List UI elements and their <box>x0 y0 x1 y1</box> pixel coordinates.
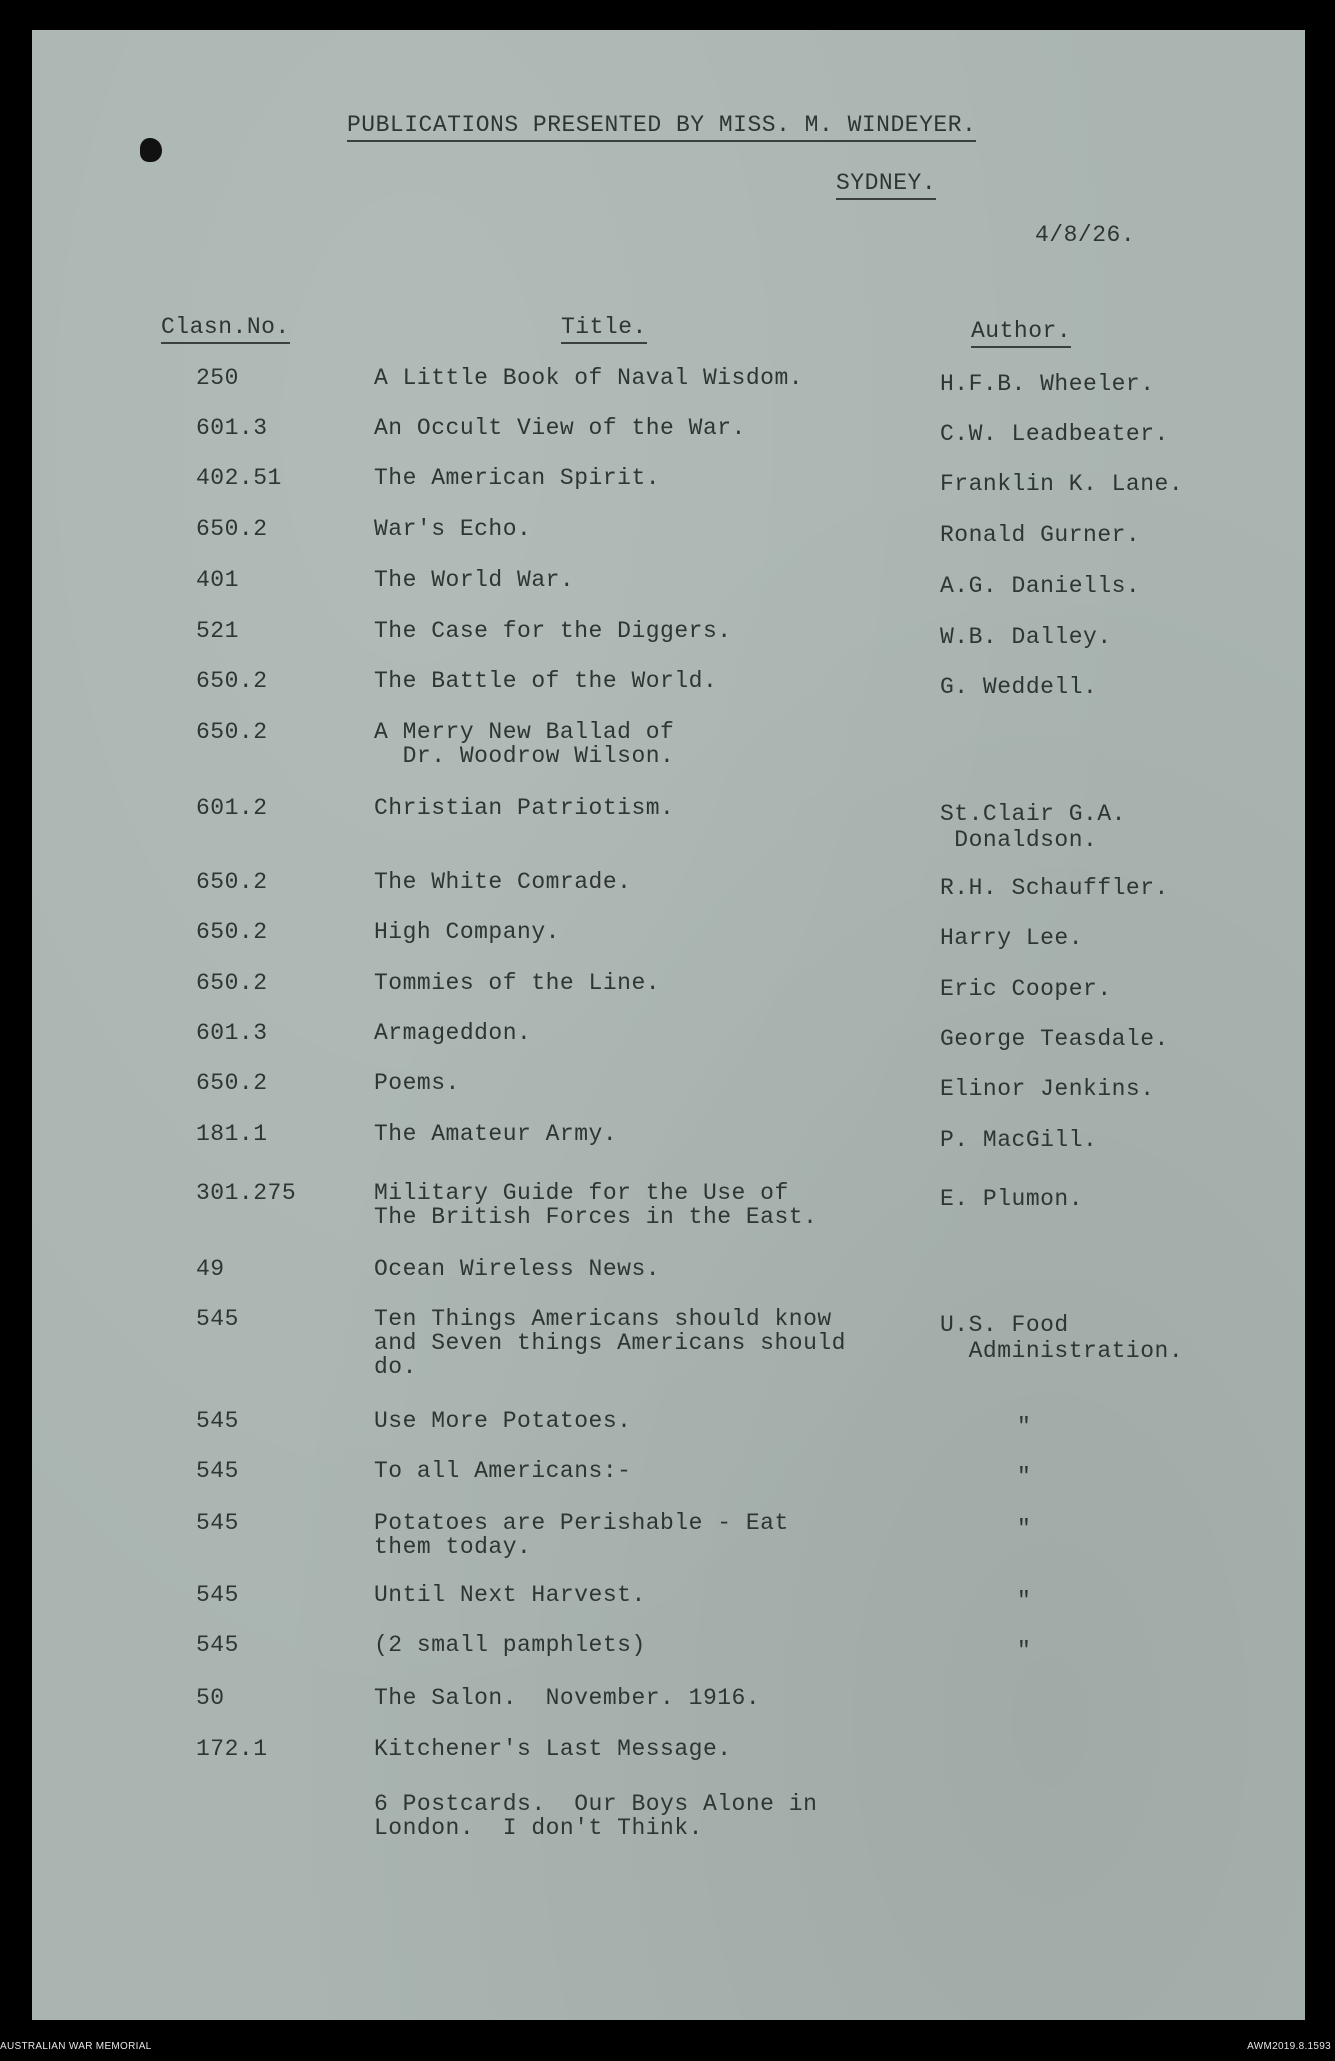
row-title: The Salon. November. 1916. <box>374 1685 761 1711</box>
row-title: Armageddon. <box>374 1020 532 1046</box>
row-class-no: 545 <box>196 1510 239 1536</box>
row-title: do. <box>374 1354 417 1380</box>
row-title: The World War. <box>374 567 575 593</box>
row-title: The Amateur Army. <box>374 1121 618 1147</box>
document-date: 4/8/26. <box>1035 222 1136 248</box>
row-title: The White Comrade. <box>374 869 632 895</box>
row-author: A.G. Daniells. <box>940 573 1141 599</box>
row-author-ditto: " <box>1017 1588 1032 1614</box>
document-place: SYDNEY. <box>836 170 936 200</box>
row-class-no: 49 <box>196 1256 225 1282</box>
row-class-no: 650.2 <box>196 516 268 542</box>
row-class-no: 650.2 <box>196 1070 268 1096</box>
row-author-ditto: " <box>1017 1516 1032 1542</box>
row-author-ditto: " <box>1017 1464 1032 1490</box>
row-class-no: 650.2 <box>196 919 268 945</box>
row-class-no: 401 <box>196 567 239 593</box>
row-title: To all Americans:- <box>374 1458 632 1484</box>
row-title: A Little Book of Naval Wisdom. <box>374 365 804 391</box>
row-author: G. Weddell. <box>940 674 1098 700</box>
row-class-no: 301.275 <box>196 1180 297 1206</box>
row-author: P. MacGill. <box>940 1127 1098 1153</box>
row-author: George Teasdale. <box>940 1026 1169 1052</box>
row-class-no: 521 <box>196 618 239 644</box>
document-title: PUBLICATIONS PRESENTED BY MISS. M. WINDEYER. <box>347 112 976 142</box>
row-title: The British Forces in the East. <box>374 1204 818 1230</box>
document-page <box>32 30 1305 2020</box>
row-class-no: 545 <box>196 1632 239 1658</box>
row-author: H.F.B. Wheeler. <box>940 371 1155 397</box>
row-title: Kitchener's Last Message. <box>374 1736 732 1762</box>
row-title: Potatoes are Perishable - Eat <box>374 1510 789 1536</box>
row-class-no: 545 <box>196 1408 239 1434</box>
row-title: Military Guide for the Use of <box>374 1180 789 1206</box>
row-title: High Company. <box>374 919 560 945</box>
row-author: Franklin K. Lane. <box>940 471 1184 497</box>
row-title: The Battle of the World. <box>374 668 718 694</box>
row-title: Ocean Wireless News. <box>374 1256 661 1282</box>
punch-hole <box>140 138 162 162</box>
row-title: London. I don't Think. <box>374 1815 703 1841</box>
row-author: Eric Cooper. <box>940 976 1112 1002</box>
row-class-no: 181.1 <box>196 1121 268 1147</box>
row-title: and Seven things Americans should <box>374 1330 846 1356</box>
footer-institution: AUSTRALIAN WAR MEMORIAL <box>0 2041 152 2052</box>
row-title: (2 small pamphlets) <box>374 1632 646 1658</box>
row-class-no: 172.1 <box>196 1736 268 1762</box>
row-author: Harry Lee. <box>940 925 1084 951</box>
row-class-no: 650.2 <box>196 970 268 996</box>
row-author: Elinor Jenkins. <box>940 1076 1155 1102</box>
row-class-no: 650.2 <box>196 869 268 895</box>
column-header-author: Author. <box>971 318 1071 348</box>
row-class-no: 50 <box>196 1685 225 1711</box>
column-header-title: Title. <box>561 314 647 344</box>
row-author: C.W. Leadbeater. <box>940 421 1169 447</box>
row-title: Poems. <box>374 1070 460 1096</box>
row-title: Ten Things Americans should know <box>374 1306 832 1332</box>
row-title: An Occult View of the War. <box>374 415 746 441</box>
row-class-no: 601.2 <box>196 795 268 821</box>
row-author: St.Clair G.A. <box>940 801 1126 827</box>
row-title: The Case for the Diggers. <box>374 618 732 644</box>
footer-accession-number: AWM2019.8.1593 <box>1247 2041 1331 2052</box>
row-class-no: 545 <box>196 1458 239 1484</box>
row-class-no: 601.3 <box>196 415 268 441</box>
row-author: W.B. Dalley. <box>940 624 1112 650</box>
row-class-no: 402.51 <box>196 465 282 491</box>
row-title: Use More Potatoes. <box>374 1408 632 1434</box>
row-title: Christian Patriotism. <box>374 795 675 821</box>
row-author-ditto: " <box>1017 1638 1032 1664</box>
row-title: A Merry New Ballad of <box>374 719 675 745</box>
row-title: War's Echo. <box>374 516 532 542</box>
row-author: E. Plumon. <box>940 1186 1084 1212</box>
column-header-class-no: Clasn.No. <box>161 314 290 344</box>
row-author: Donaldson. <box>940 827 1098 853</box>
row-class-no: 601.3 <box>196 1020 268 1046</box>
row-author: Ronald Gurner. <box>940 522 1141 548</box>
row-class-no: 650.2 <box>196 668 268 694</box>
row-class-no: 650.2 <box>196 719 268 745</box>
row-class-no: 545 <box>196 1306 239 1332</box>
row-author: U.S. Food <box>940 1312 1069 1338</box>
row-title: Dr. Woodrow Wilson. <box>374 743 675 769</box>
row-title: The American Spirit. <box>374 465 661 491</box>
row-title: Tommies of the Line. <box>374 970 661 996</box>
row-author: R.H. Schauffler. <box>940 875 1169 901</box>
row-author: Administration. <box>940 1338 1184 1364</box>
row-title: them today. <box>374 1534 532 1560</box>
row-author-ditto: " <box>1017 1414 1032 1440</box>
row-title: Until Next Harvest. <box>374 1582 646 1608</box>
row-class-no: 250 <box>196 365 239 391</box>
row-class-no: 545 <box>196 1582 239 1608</box>
row-title: 6 Postcards. Our Boys Alone in <box>374 1791 818 1817</box>
